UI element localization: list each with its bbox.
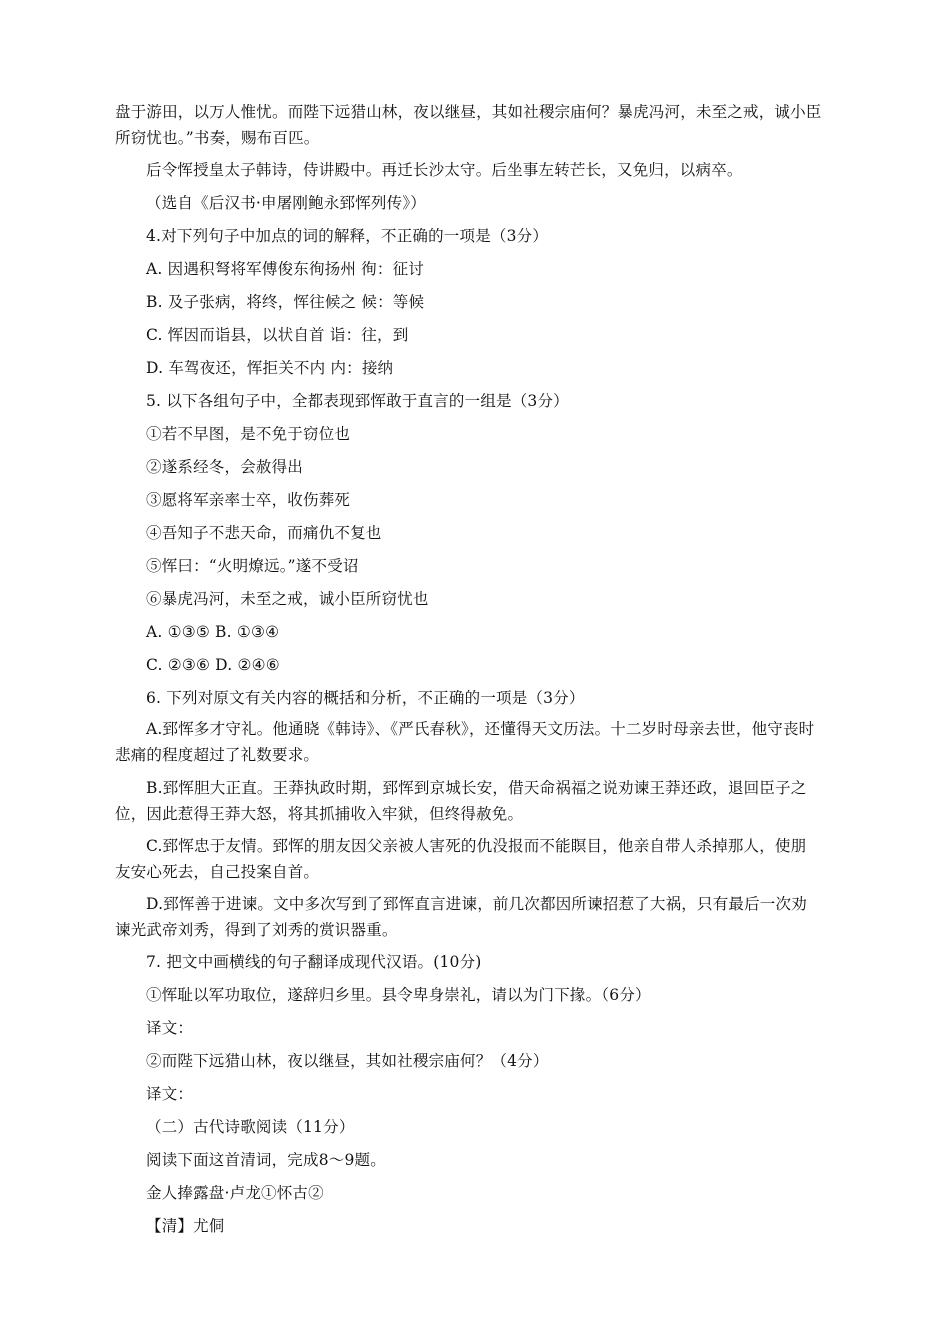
section-heading: （二）古代诗歌阅读（11分）	[146, 1118, 355, 1136]
question-5: 5. 以下各组句子中，全都表现郅恽敢于直言的一组是（3分）	[146, 392, 569, 410]
text-line: 谏光武帝刘秀，得到了刘秀的赏识器重。	[115, 921, 398, 939]
option-b: B.郅恽胆大正直。王莽执政时期，郅恽到京城长安，借天命祸福之说劝谏王莽还政，退回臣子之	[146, 779, 807, 797]
text-line: 位，因此惹得王莽大怒，将其抓捕收入牢狱，但终得赦免。	[115, 805, 524, 823]
text-line: 友安心死去，自己投案自首。	[115, 863, 320, 881]
list-item: ④吾知子不悲天命，而痛仇不复也	[146, 524, 382, 542]
list-item: ⑥暴虎冯河，未至之戒，诚小臣所窃忧也	[146, 590, 429, 608]
poem-title: 金人捧露盘·卢龙①怀古②	[146, 1184, 324, 1202]
text-line: 悲痛的程度超过了礼数要求。	[115, 746, 320, 764]
list-item: ①若不早图，是不免于窃位也	[146, 425, 351, 443]
translation-label: 译文：	[146, 1019, 194, 1037]
text-line: 后令恽授皇太子韩诗，侍讲殿中。再迁长沙太守。后坐事左转芒长，又免归，以病卒。	[146, 161, 743, 179]
text-line: 盘于游田，以万人惟忧。而陛下远猎山林，夜以继昼，其如社稷宗庙何？暴虎冯河，未至之戒，诚小臣	[115, 103, 822, 121]
source-citation: （选自《后汉书·申屠刚鲍永郅恽列传》）	[146, 194, 426, 212]
instruction: 阅读下面这首清词，完成8～9题。	[146, 1151, 386, 1169]
option-c: C.郅恽忠于友情。郅恽的朋友因父亲被人害死的仇没报而不能瞑目，他亲自带人杀掉那人，使朋	[146, 837, 807, 855]
option-row: C. ②③⑥ D. ②④⑥	[146, 656, 280, 674]
question-7: 7. 把文中画横线的句子翻译成现代汉语。(10分)	[146, 953, 482, 971]
list-item: ⑤恽曰：“火明燎远。”遂不受诏	[146, 557, 359, 575]
question-6: 6. 下列对原文有关内容的概括和分析，不正确的一项是（3分）	[146, 689, 585, 707]
text-line: 所窃忧也。”书奏，赐布百匹。	[115, 129, 320, 147]
option-b: B. 及子张病，将终，恽往候之 候：等候	[146, 293, 425, 311]
list-item: ②遂系经冬，会赦得出	[146, 458, 304, 476]
option-d: D. 车驾夜还，恽拒关不内 内：接纳	[146, 359, 394, 377]
option-c: C. 恽因而诣县，以状自首 诣：往，到	[146, 326, 409, 344]
question-4: 4.对下列句子中加点的词的解释，不正确的一项是（3分）	[146, 227, 549, 245]
sub-question: ①恽耻以军功取位，遂辞归乡里。县令卑身崇礼，请以为门下掾。（6分）	[146, 986, 651, 1004]
option-row: A. ①③⑤ B. ①③④	[146, 623, 280, 641]
option-d: D.郅恽善于进谏。文中多次写到了郅恽直言进谏，前几次都因所谏招惹了大祸，只有最后一次劝	[146, 895, 807, 913]
option-a: A.郅恽多才守礼。他通晓《韩诗》、《严氏春秋》，还懂得天文历法。十二岁时母亲去世，他守丧时	[146, 720, 815, 738]
option-a: A. 因遇积弩将军傅俊东徇扬州 徇：征讨	[146, 260, 424, 278]
list-item: ③愿将军亲率士卒，收伤葬死	[146, 491, 351, 509]
poem-author: 【清】尤侗	[146, 1217, 225, 1235]
translation-label: 译文：	[146, 1085, 194, 1103]
sub-question: ②而陛下远猎山林，夜以继昼，其如社稷宗庙何？（4分）	[146, 1052, 549, 1070]
